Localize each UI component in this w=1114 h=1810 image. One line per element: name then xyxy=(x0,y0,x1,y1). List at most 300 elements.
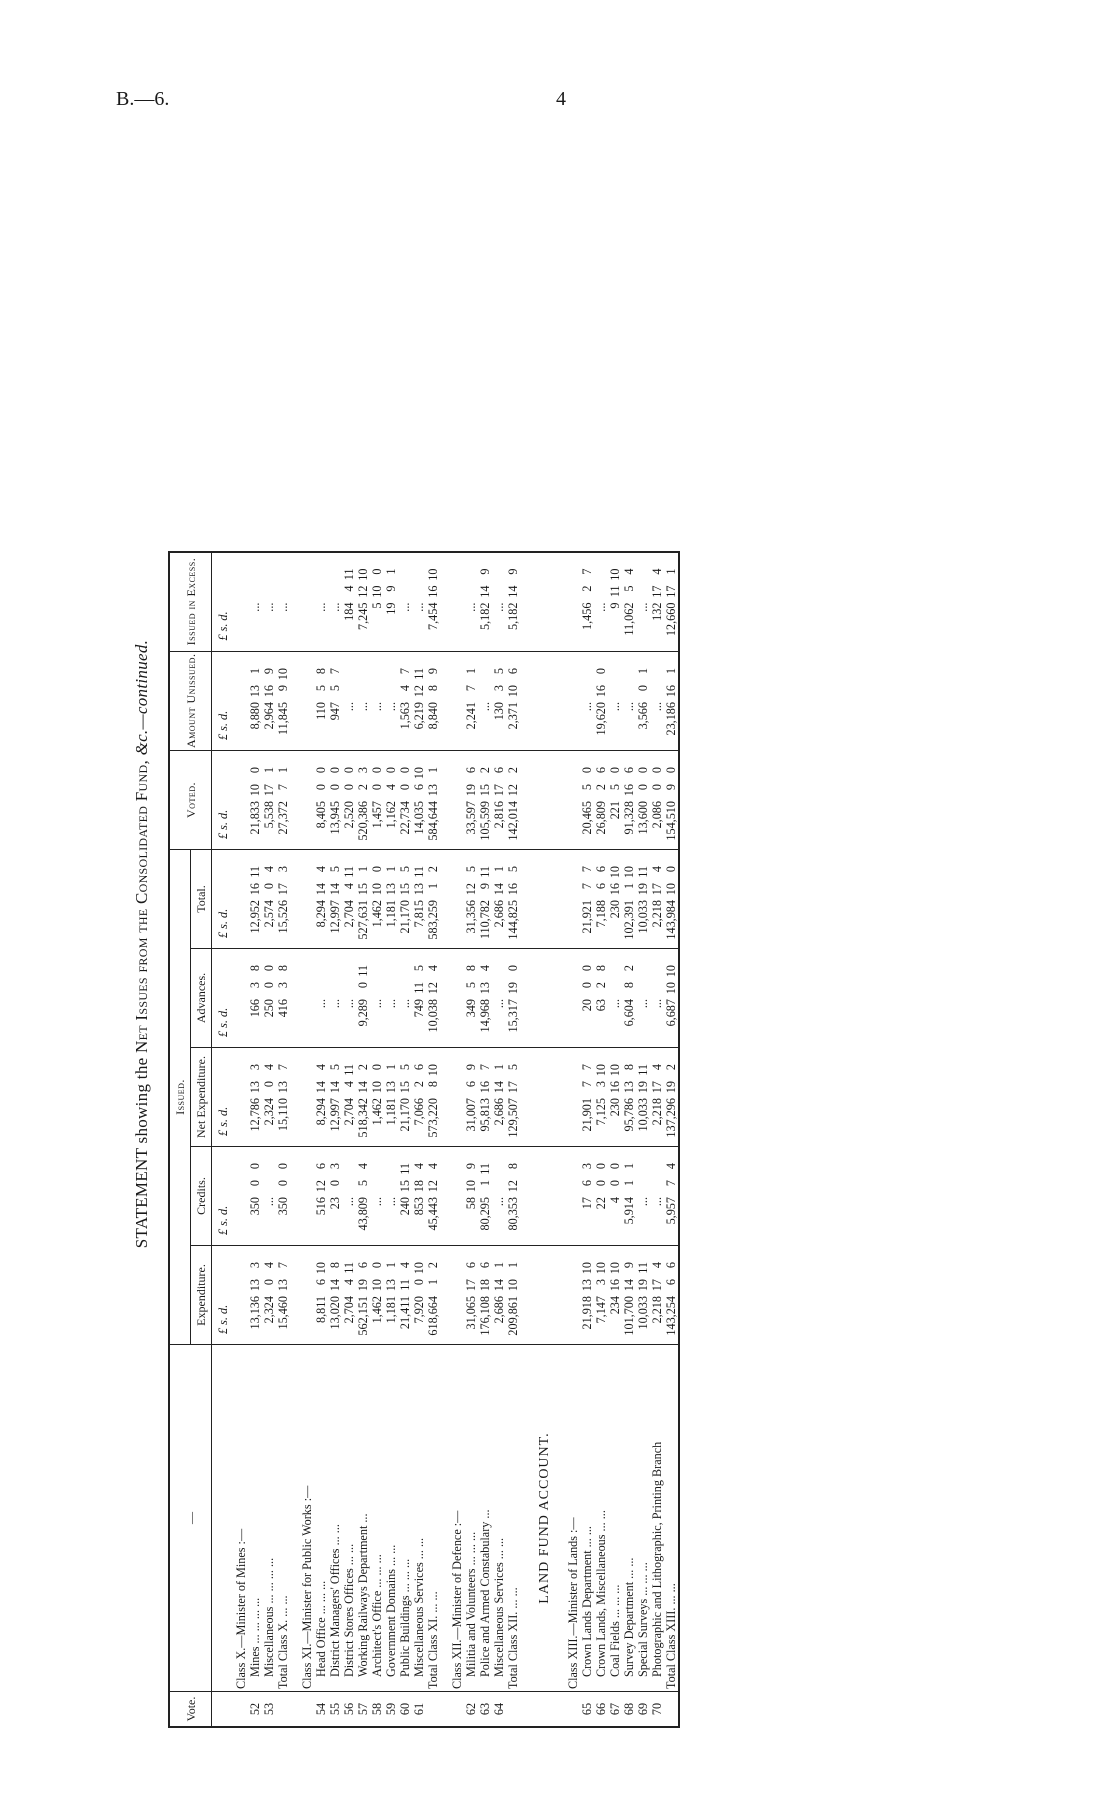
amount-pence: 7 xyxy=(398,668,412,675)
table-row xyxy=(608,552,622,1727)
amount-pounds: 110 xyxy=(314,702,328,720)
amount-cell xyxy=(234,949,248,1048)
amount-pence: 6 xyxy=(314,1163,328,1170)
amount-cell xyxy=(328,949,342,1048)
desc-cell xyxy=(556,1345,566,1692)
amount-pounds: 22 xyxy=(594,1197,608,1210)
amount-cell xyxy=(636,751,650,850)
amount-shillings: 7 xyxy=(580,1081,594,1088)
amount-shillings: 13 xyxy=(580,1279,594,1292)
amount-cell xyxy=(314,949,328,1048)
amount-cell xyxy=(478,751,492,850)
amount-cell xyxy=(622,850,636,949)
amount-cell xyxy=(464,850,478,949)
amount-pounds: ... xyxy=(636,602,650,612)
amount-pence: 0 xyxy=(608,1163,622,1170)
amount-cell xyxy=(450,850,464,949)
amount-cell xyxy=(566,1246,580,1345)
amount-pence: 4 xyxy=(478,965,492,972)
amount-shillings: 13 xyxy=(276,1279,290,1292)
amount-pounds: 7,125 xyxy=(594,1098,608,1126)
amount-cell xyxy=(650,949,664,1048)
amount-shillings: 11 xyxy=(608,585,622,598)
amount-cell xyxy=(636,1246,650,1345)
amount-pounds: 5,538 xyxy=(262,801,276,829)
amount-cell xyxy=(594,1246,608,1345)
amount-shillings: 5 xyxy=(608,784,622,791)
empty-cell xyxy=(290,552,300,652)
amount-pence: 4 xyxy=(262,1262,276,1269)
amount-cell xyxy=(426,651,440,750)
amount-shillings: 1 xyxy=(426,883,440,890)
amount-pounds: 7,188 xyxy=(594,900,608,928)
amount-pounds: 6,219 xyxy=(412,702,426,730)
amount-cell xyxy=(650,1246,664,1345)
total-row xyxy=(506,552,520,1727)
amount-cell xyxy=(384,1048,398,1147)
amount-pounds: 11,062 xyxy=(622,602,636,636)
amount-shillings: 5 xyxy=(314,685,328,692)
amount-pounds: 583,259 xyxy=(426,900,440,940)
amount-pence: 0 xyxy=(276,1163,290,1170)
amount-shillings: 4 xyxy=(342,1279,356,1286)
amount-pence: 9 xyxy=(478,568,492,575)
amount-cell xyxy=(622,751,636,850)
vote-number xyxy=(234,1692,248,1728)
amount-cell xyxy=(636,651,650,750)
amount-shillings: 0 xyxy=(276,1180,290,1187)
amount-pounds: ... xyxy=(492,602,506,612)
amount-pence: 0 xyxy=(594,1163,608,1170)
empty-cell xyxy=(520,552,530,652)
amount-cell xyxy=(506,1246,520,1345)
amount-shillings: 16 xyxy=(594,685,608,698)
amount-pence: 4 xyxy=(314,1064,328,1071)
vote-number: 70 xyxy=(650,1692,664,1728)
amount-pounds: ... xyxy=(580,702,594,712)
amount-pounds: 13,945 xyxy=(328,801,342,835)
amount-cell xyxy=(636,850,650,949)
amount-cell xyxy=(530,949,556,1048)
amount-pence: 0 xyxy=(636,767,650,774)
amount-cell xyxy=(300,1048,314,1147)
amount-cell xyxy=(356,949,370,1048)
amount-pence: 0 xyxy=(664,767,678,774)
amount-shillings: 6 xyxy=(464,1081,478,1088)
amount-cell xyxy=(530,1048,556,1147)
amount-cell xyxy=(234,850,248,949)
amount-pounds: 21,918 xyxy=(580,1296,594,1330)
amount-cell xyxy=(276,1048,290,1147)
amount-cell xyxy=(650,651,664,750)
amount-cell xyxy=(412,552,426,652)
currency-label: £ s. d. xyxy=(212,751,235,850)
amount-shillings: 16 xyxy=(506,883,520,896)
amount-shillings: 0 xyxy=(328,1180,342,1187)
amount-shillings: 12 xyxy=(356,585,370,598)
empty-cell xyxy=(556,1246,566,1345)
amount-cell xyxy=(262,751,276,850)
group-heading-row xyxy=(300,552,314,1727)
amount-pounds: 8,880 xyxy=(248,702,262,730)
amount-pounds: 17 xyxy=(580,1197,594,1210)
amount-pence: 0 xyxy=(594,668,608,675)
amount-pounds: 2,218 xyxy=(650,1296,664,1324)
amount-cell xyxy=(608,1246,622,1345)
amount-cell xyxy=(398,1246,412,1345)
amount-cell xyxy=(492,552,506,652)
amount-shillings: 7 xyxy=(276,784,290,791)
amount-cell xyxy=(608,1147,622,1246)
amount-cell xyxy=(506,1147,520,1246)
amount-pounds: 184 xyxy=(342,602,356,621)
amount-shillings: 6 xyxy=(412,784,426,791)
amount-pence: 4 xyxy=(314,866,328,873)
amount-pounds: ... xyxy=(650,999,664,1009)
vote-number: 55 xyxy=(328,1692,342,1728)
amount-shillings: 13 xyxy=(384,883,398,896)
amount-cell xyxy=(384,751,398,850)
amount-shillings: 17 xyxy=(650,1081,664,1094)
vote-description: Police and Armed Constabulary ... xyxy=(478,1345,492,1692)
amount-shillings: 15 xyxy=(398,1081,412,1094)
amount-pounds: 2,816 xyxy=(492,801,506,829)
amount-pounds: 23,186 xyxy=(664,702,678,736)
amount-cell xyxy=(328,552,342,652)
amount-pounds: 58 xyxy=(464,1197,478,1210)
vote-number xyxy=(276,1692,290,1728)
amount-pence: 9 xyxy=(426,668,440,675)
amount-pounds: 3,566 xyxy=(636,702,650,730)
table-row xyxy=(412,552,426,1727)
amount-pence: 7 xyxy=(328,668,342,675)
amount-pounds: 1,457 xyxy=(370,801,384,829)
amount-pence: 4 xyxy=(426,1163,440,1170)
amount-cell xyxy=(450,651,464,750)
header-credits: Credits. xyxy=(191,1147,212,1246)
amount-cell xyxy=(276,1246,290,1345)
amount-pounds: 350 xyxy=(276,1197,290,1216)
vote-description: Mines ... ... ... ... xyxy=(248,1345,262,1692)
amount-shillings: 2 xyxy=(580,585,594,592)
amount-cell xyxy=(370,949,384,1048)
amount-shillings: 13 xyxy=(384,1081,398,1094)
amount-cell xyxy=(370,1246,384,1345)
amount-cell xyxy=(426,949,440,1048)
amount-shillings: 10 xyxy=(506,685,520,698)
vote-cell xyxy=(556,1692,566,1728)
amount-cell xyxy=(608,949,622,1048)
amount-pence: 1 xyxy=(664,668,678,675)
amount-shillings: 19 xyxy=(636,1081,650,1094)
amount-shillings: 0 xyxy=(262,1279,276,1286)
header-unissued: Amount Unissued. xyxy=(169,651,212,750)
amount-pence: 10 xyxy=(608,568,622,581)
total-row xyxy=(664,552,679,1727)
header-expenditure: Expenditure. xyxy=(191,1246,212,1345)
amount-pence: 11 xyxy=(478,1163,492,1175)
amount-pence: 5 xyxy=(398,1064,412,1071)
empty-cell xyxy=(556,651,566,750)
amount-shillings: 6 xyxy=(580,1180,594,1187)
amount-pounds: 10,033 xyxy=(636,900,650,934)
amount-shillings: 7 xyxy=(464,685,478,692)
amount-pence: 10 xyxy=(580,1262,594,1275)
amount-pence: 6 xyxy=(356,1262,370,1269)
amount-cell xyxy=(300,1246,314,1345)
amount-pounds: 240 xyxy=(398,1197,412,1216)
amount-pounds: 143,254 xyxy=(664,1296,678,1336)
amount-cell xyxy=(566,850,580,949)
group-heading-row xyxy=(450,552,464,1727)
vote-description: Miscellaneous Services ... ... xyxy=(492,1345,506,1692)
vote-number: 65 xyxy=(580,1692,594,1728)
amount-cell xyxy=(248,949,262,1048)
amount-shillings: 0 xyxy=(262,883,276,890)
amount-shillings: 0 xyxy=(370,784,384,791)
amount-cell xyxy=(384,1147,398,1246)
amount-pence: 1 xyxy=(262,767,276,774)
amount-pounds: ... xyxy=(384,1197,398,1207)
currency-label: £ s. d. xyxy=(212,1246,235,1345)
section-heading: Class XII.—Minister of Defence :— xyxy=(450,1345,464,1692)
amount-shillings: 0 xyxy=(594,1180,608,1187)
empty-cell xyxy=(290,1048,300,1147)
amount-pounds: ... xyxy=(328,602,342,612)
amount-cell xyxy=(356,850,370,949)
vote-description: District Managers' Offices ... ... xyxy=(328,1345,342,1692)
amount-shillings: 10 xyxy=(370,1279,384,1292)
amount-cell xyxy=(580,1048,594,1147)
amount-pounds: 21,170 xyxy=(398,1098,412,1132)
amount-pounds: ... xyxy=(650,1197,664,1207)
amount-cell xyxy=(594,850,608,949)
vote-description: Public Buildings ... ... ... xyxy=(398,1345,412,1692)
amount-pence: 1 xyxy=(248,668,262,675)
amount-cell xyxy=(412,751,426,850)
vote-description: Crown Lands Department ... ... xyxy=(580,1345,594,1692)
amount-cell xyxy=(328,751,342,850)
amount-pence: 0 xyxy=(370,866,384,873)
amount-cell xyxy=(248,1147,262,1246)
amount-cell xyxy=(492,651,506,750)
amount-shillings: 3 xyxy=(594,1279,608,1286)
amount-pounds: 2,574 xyxy=(262,900,276,928)
amount-cell xyxy=(650,1048,664,1147)
amount-pence: 4 xyxy=(664,1163,678,1170)
amount-cell xyxy=(622,1147,636,1246)
amount-pence: 10 xyxy=(426,1064,440,1077)
amount-cell xyxy=(506,552,520,652)
amount-pounds: ... xyxy=(384,999,398,1009)
amount-pence: 2 xyxy=(622,965,636,972)
amount-shillings: 13 xyxy=(412,883,426,896)
amount-cell xyxy=(464,1048,478,1147)
amount-shillings: 1 xyxy=(622,1180,636,1187)
amount-pounds: ... xyxy=(314,602,328,612)
vote-description: Special Surveys ... ... ... xyxy=(636,1345,650,1692)
amount-shillings: 14 xyxy=(314,1081,328,1094)
amount-pounds: 2,371 xyxy=(506,702,520,730)
header-vote: Vote. xyxy=(169,1692,212,1728)
amount-pence: 6 xyxy=(492,767,506,774)
amount-cell xyxy=(398,1048,412,1147)
vote-description: Architect's Office ... ... ... xyxy=(370,1345,384,1692)
amount-pounds: 8,811 xyxy=(314,1296,328,1323)
amount-shillings: 10 xyxy=(248,784,262,797)
amount-pence: 7 xyxy=(478,1064,492,1071)
amount-cell xyxy=(580,1246,594,1345)
amount-pence: 0 xyxy=(398,767,412,774)
amount-pounds: 349 xyxy=(464,999,478,1018)
amount-pence: 4 xyxy=(398,1262,412,1269)
amount-shillings: 17 xyxy=(650,883,664,896)
amount-cell xyxy=(314,751,328,850)
amount-pounds: 2,704 xyxy=(342,1098,356,1126)
amount-pence: 1 xyxy=(384,568,398,575)
amount-pence: 0 xyxy=(262,965,276,972)
amount-pence: 1 xyxy=(492,866,506,873)
amount-pounds: 234 xyxy=(608,1296,622,1315)
amount-cell xyxy=(412,949,426,1048)
amount-pence: 11 xyxy=(342,866,356,878)
spacer-row xyxy=(290,552,300,1727)
amount-pence: 8 xyxy=(594,965,608,972)
amount-cell xyxy=(664,1147,679,1246)
empty-cell xyxy=(556,949,566,1048)
amount-shillings: 6 xyxy=(594,883,608,890)
amount-cell xyxy=(580,651,594,750)
amount-cell xyxy=(234,1048,248,1147)
amount-pounds: ... xyxy=(650,702,664,712)
amount-pence: 4 xyxy=(356,1163,370,1170)
amount-pounds: ... xyxy=(370,1197,384,1207)
amount-pence: 5 xyxy=(492,668,506,675)
amount-pounds: 1,162 xyxy=(384,801,398,829)
amount-pounds: ... xyxy=(478,702,492,712)
amount-pounds: 516 xyxy=(314,1197,328,1216)
amount-pence: 6 xyxy=(464,1262,478,1269)
amount-cell xyxy=(608,651,622,750)
table-row xyxy=(262,552,276,1727)
amount-shillings: 10 xyxy=(464,1180,478,1193)
amount-shillings: 13 xyxy=(248,685,262,698)
amount-pounds: 1,462 xyxy=(370,1296,384,1324)
amount-cell xyxy=(234,651,248,750)
amount-cell xyxy=(566,949,580,1048)
amount-pounds: 80,295 xyxy=(478,1197,492,1231)
amount-pounds: 8,294 xyxy=(314,1098,328,1126)
amount-pence: 11 xyxy=(398,1163,412,1175)
amount-pence: 10 xyxy=(412,767,426,780)
vote-number xyxy=(300,1692,314,1728)
amount-pounds: 8,294 xyxy=(314,900,328,928)
amount-cell xyxy=(464,552,478,652)
amount-shillings: 17 xyxy=(650,1279,664,1292)
amount-shillings: 13 xyxy=(622,1081,636,1094)
amount-cell xyxy=(356,751,370,850)
amount-cell xyxy=(342,751,356,850)
amount-shillings: 14 xyxy=(328,883,342,896)
amount-cell xyxy=(234,1147,248,1246)
amount-pence: 11 xyxy=(342,1262,356,1274)
amount-shillings: 1 xyxy=(622,883,636,890)
amount-pounds: 209,861 xyxy=(506,1296,520,1336)
amount-pence: 4 xyxy=(262,1064,276,1071)
amount-cell xyxy=(566,1048,580,1147)
amount-shillings: 16 xyxy=(248,883,262,896)
section-heading: Class XI.—Minister for Public Works :— xyxy=(300,1345,314,1692)
spacer-row xyxy=(440,552,450,1727)
currency-row xyxy=(212,552,235,1727)
amount-pence: 3 xyxy=(248,1064,262,1071)
amount-cell xyxy=(276,949,290,1048)
amount-shillings: 4 xyxy=(342,883,356,890)
amount-cell xyxy=(580,850,594,949)
amount-cell xyxy=(412,1246,426,1345)
amount-shillings: 0 xyxy=(314,784,328,791)
amount-cell xyxy=(650,552,664,652)
amount-shillings: 16 xyxy=(622,784,636,797)
amount-pounds: 221 xyxy=(608,801,622,820)
amount-shillings: 16 xyxy=(664,685,678,698)
amount-pence: 4 xyxy=(412,1163,426,1170)
amount-cell xyxy=(464,651,478,750)
amount-pounds: ... xyxy=(248,602,262,612)
amount-pounds: 6,687 xyxy=(664,999,678,1027)
amount-shillings: 8 xyxy=(622,982,636,989)
amount-cell xyxy=(262,552,276,652)
title-name: Net Issues from the Consolidated Fund xyxy=(132,764,151,1053)
table-row xyxy=(464,552,478,1727)
amount-pence: 4 xyxy=(650,568,664,575)
amount-pence: 5 xyxy=(328,866,342,873)
amount-pounds: 14,968 xyxy=(478,999,492,1033)
amount-pence: 5 xyxy=(506,1064,520,1071)
amount-pounds: 12,997 xyxy=(328,1098,342,1132)
amount-shillings: 3 xyxy=(248,982,262,989)
amount-pounds: 15,110 xyxy=(276,1098,290,1132)
amount-shillings: 13 xyxy=(478,982,492,995)
amount-pence: 10 xyxy=(412,1262,426,1275)
amount-cell xyxy=(478,1246,492,1345)
vote-number xyxy=(566,1692,580,1728)
vote-cell xyxy=(520,1692,530,1728)
amount-pence: 0 xyxy=(384,767,398,774)
amount-pounds: 2,686 xyxy=(492,1296,506,1324)
vote-description: Government Domains ... ... xyxy=(384,1345,398,1692)
amount-cell xyxy=(412,850,426,949)
amount-pounds: 2,218 xyxy=(650,900,664,928)
amount-cell xyxy=(506,850,520,949)
group-heading-row xyxy=(234,552,248,1727)
vote-description: Head Office ... ... ... xyxy=(314,1345,328,1692)
amount-pence: 7 xyxy=(580,866,594,873)
amount-cell xyxy=(276,751,290,850)
amount-shillings: 12 xyxy=(314,1180,328,1193)
amount-pence: 0 xyxy=(314,767,328,774)
amount-pence: 3 xyxy=(328,1163,342,1170)
land-heading-row xyxy=(530,552,556,1727)
amount-cell xyxy=(530,751,556,850)
amount-cell xyxy=(650,850,664,949)
amount-pence: 1 xyxy=(384,866,398,873)
amount-cell xyxy=(314,552,328,652)
header-excess: Issued in Excess. xyxy=(169,552,212,652)
amount-shillings: 11 xyxy=(412,982,426,994)
amount-cell xyxy=(426,1246,440,1345)
amount-pounds: 947 xyxy=(328,702,342,721)
